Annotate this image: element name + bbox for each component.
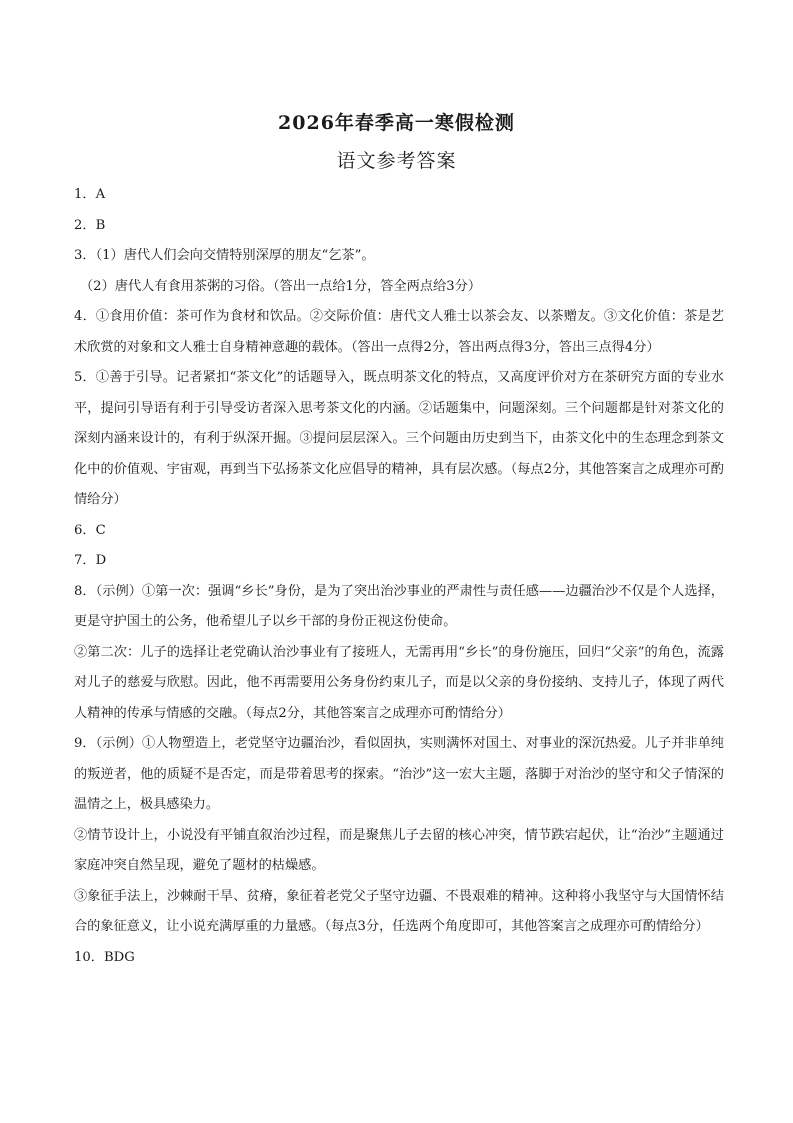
answer-9-part-2: ②情节设计上，小说没有平铺直叙治沙过程，而是聚焦儿子去留的核心冲突，情节跌宕起伏，让“治沙”主题通过家庭冲突自然呈现，避免了题材的枯燥感。 bbox=[74, 827, 724, 873]
answer-9-part-1: 9．（示例）①人物塑造上，老党坚守边疆治沙，看似固执，实则满怀对国土、对事业的深沉热爱。儿子并非单纯的叛逆者，他的质疑不是否定，而是带着思考的探索。“治沙”这一宏大主题，落脚于对治沙的坚守和父子情深的温情之上，极具感染力。 bbox=[74, 736, 724, 812]
answer-list bbox=[74, 180, 724, 973]
answer-8-part-1: 8．（示例）①第一次：强调“乡长”身份，是为了突出治沙事业的严肃性与责任感——边疆治沙不仅是个人选择，更是守护国土的公务，他希望儿子以乡干部的身份正视这份使命。 bbox=[74, 583, 724, 629]
answer-4: 4．①食用价值：茶可作为食材和饮品。②交际价值：唐代文人雅士以茶会友、以茶赠友。③文化价值：茶是艺术欣赏的对象和文人雅士自身精神意趣的载体。（答出一点得2分，答出两点得3分，答出三点得4分） bbox=[74, 309, 724, 355]
answer-8-part-2: ②第二次：儿子的选择让老党确认治沙事业有了接班人，无需再用“乡长”的身份施压，回归“父亲”的角色，流露对儿子的慈爱与欣慰。因此，他不再需要用公务身份约束儿子，而是以父亲的身份接纳、支持儿子，体现了两代人精神的传承与情感的交融。（每点2分，其他答案言之成理亦可酌情给分） bbox=[74, 644, 724, 721]
answer-2: 2．B bbox=[74, 217, 106, 233]
answer-7: 7．D bbox=[74, 553, 107, 568]
answer-5: 5．①善于引导。记者紧扣“茶文化”的话题导入，既点明茶文化的特点，又高度评价对方在茶研究方面的专业水平，提问引导语有利于引导受访者深入思考茶文化的内涵。②话题集中，问题深刻。三个问题都是针对茶文化的深刻内涵来设计的，有利于纵深开掘。③提问层层深入。三个问题由历史到当下，由茶文化中的生态理念到茶文化中的价值观、宇宙观，再到当下弘扬茶文化应倡导的精神，具有层次感。（每点2分，其他答案言之成理亦可酌情给分） bbox=[74, 370, 724, 507]
answer-1: 1．A bbox=[74, 187, 106, 202]
answer-3-part-1: 3．（1）唐代人们会向交情特别深厚的朋友“乞茶”。 bbox=[74, 248, 375, 263]
answer-9-part-3: ③象征手法上，沙棘耐干旱、贫瘠，象征着老党父子坚守边疆、不畏艰难的精神。这种将小我坚守与大国情怀结合的象征意义，让小说充满厚重的力量感。（每点3分，任选两个角度即可，其他答案言之成理亦可酌情给分） bbox=[74, 888, 724, 934]
page-subtitle: 语文参考答案 bbox=[336, 150, 457, 172]
page-title: 2026年春季高一寒假检测 bbox=[278, 112, 515, 134]
answer-3-part-2: （2）唐代人有食用茶粥的习俗。（答出一点给1分，答全两点给3分） bbox=[80, 278, 482, 294]
answer-10: 10．BDG bbox=[74, 949, 135, 965]
answer-6: 6．C bbox=[74, 522, 106, 538]
